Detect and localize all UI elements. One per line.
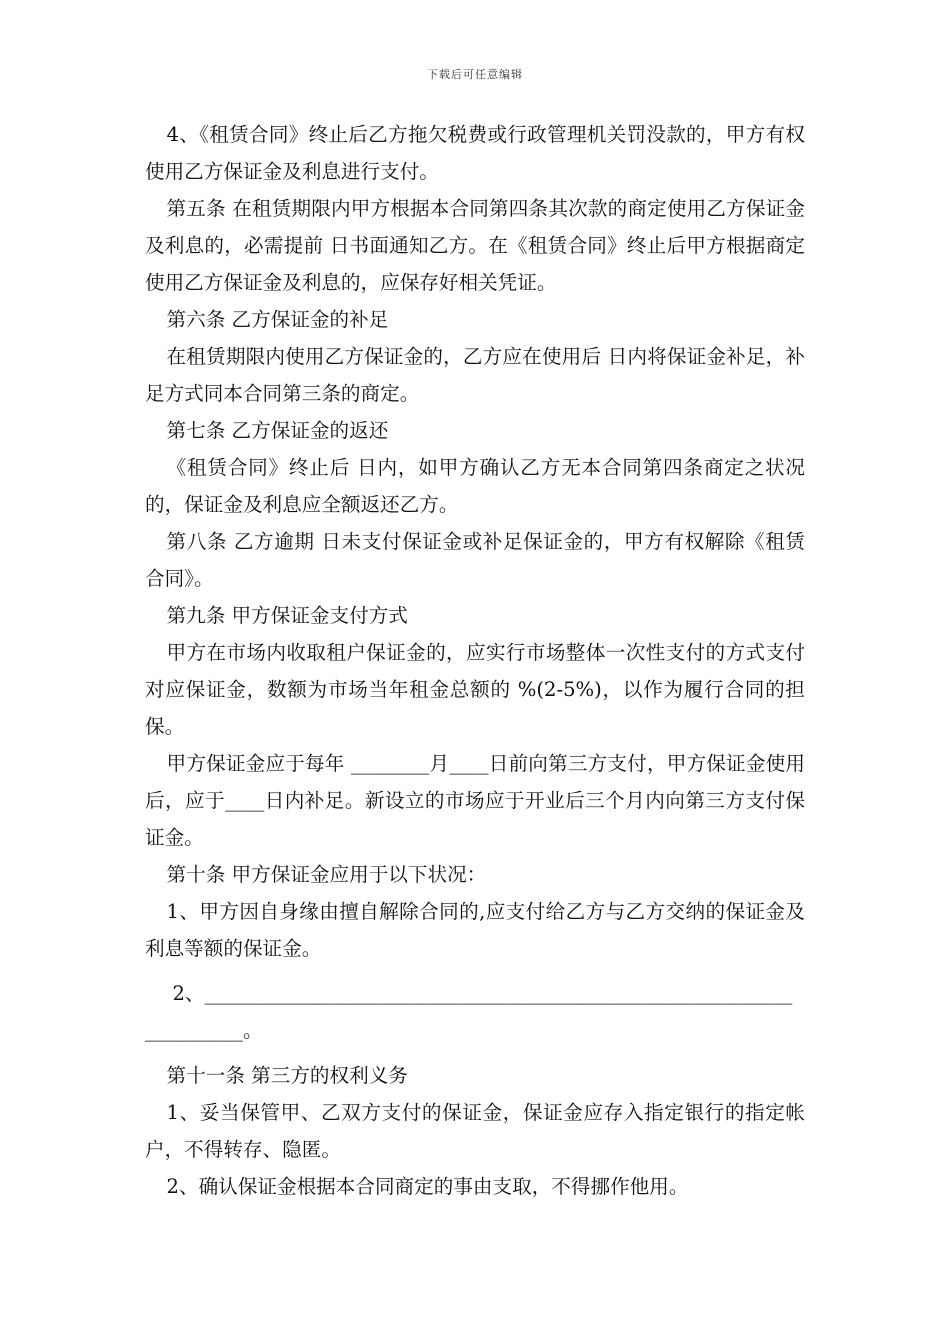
heading-article-9: 第九条 甲方保证金支付方式: [166, 604, 408, 627]
paragraph-article-11-item-2: 2、确认保证金根据本合同商定的事由支取，不得挪作他用。: [166, 1175, 689, 1198]
paragraph-article-10-item-2-end: __________。: [145, 1019, 263, 1042]
paragraph-article-9-body-1: 甲方在市场内收取租户保证金的，应实行市场整体一次性支付的方式支付对应保证金，数额为市场当年租金总额的 %(2-5%)，以作为履行合同的担保。: [145, 641, 805, 738]
page-header: 下载后可任意编辑: [427, 68, 523, 81]
heading-article-10: 第十条 甲方保证金应用于以下状况：: [166, 863, 487, 886]
paragraph-article-11-item-1: 1、妥当保管甲、乙双方支付的保证金，保证金应存入指定银行的指定帐户，不得转存、隐匿。: [145, 1101, 805, 1161]
paragraph-article-8: 第八条 乙方逾期 日未支付保证金或补足保证金的，甲方有权解除《租赁合同》。: [145, 530, 805, 590]
paragraph-clause-4-4: 4、《租赁合同》终止后乙方拖欠税费或行政管理机关罚没款的，甲方有权使用乙方保证金及利息进行支付。: [145, 123, 805, 183]
paragraph-article-7-body: 《租赁合同》终止后 日内，如甲方确认乙方无本合同第四条商定之状况的，保证金及利息应全额返还乙方。: [145, 456, 805, 516]
heading-article-7: 第七条 乙方保证金的返还: [166, 419, 389, 442]
paragraph-article-10-item-2: 2、____________________________________________________________: [172, 982, 793, 1005]
paragraph-article-9-body-2: 甲方保证金应于每年 ________月____日前向第三方支付，甲方保证金使用后，应于____日内补足。新设立的市场应于开业后三个月内向第三方支付保证金。: [145, 752, 805, 849]
heading-article-11: 第十一条 第三方的权利义务: [166, 1064, 408, 1087]
document-body: [145, 116, 805, 1205]
paragraph-article-6-body: 在租赁期限内使用乙方保证金的，乙方应在使用后 日内将保证金补足，补足方式同本合同第三条的商定。: [145, 345, 805, 405]
paragraph-article-5: 第五条 在租赁期限内甲方根据本合同第四条其次款的商定使用乙方保证金及利息的，必需提前 日书面通知乙方。在《租赁合同》终止后甲方根据商定使用乙方保证金及利息的，应保存好相关凭证。: [145, 197, 805, 294]
paragraph-article-10-item-1: 1、甲方因自身缘由擅自解除合同的,应支付给乙方与乙方交纳的保证金及利息等额的保证金。: [145, 900, 805, 960]
heading-article-6: 第六条 乙方保证金的补足: [166, 308, 389, 331]
